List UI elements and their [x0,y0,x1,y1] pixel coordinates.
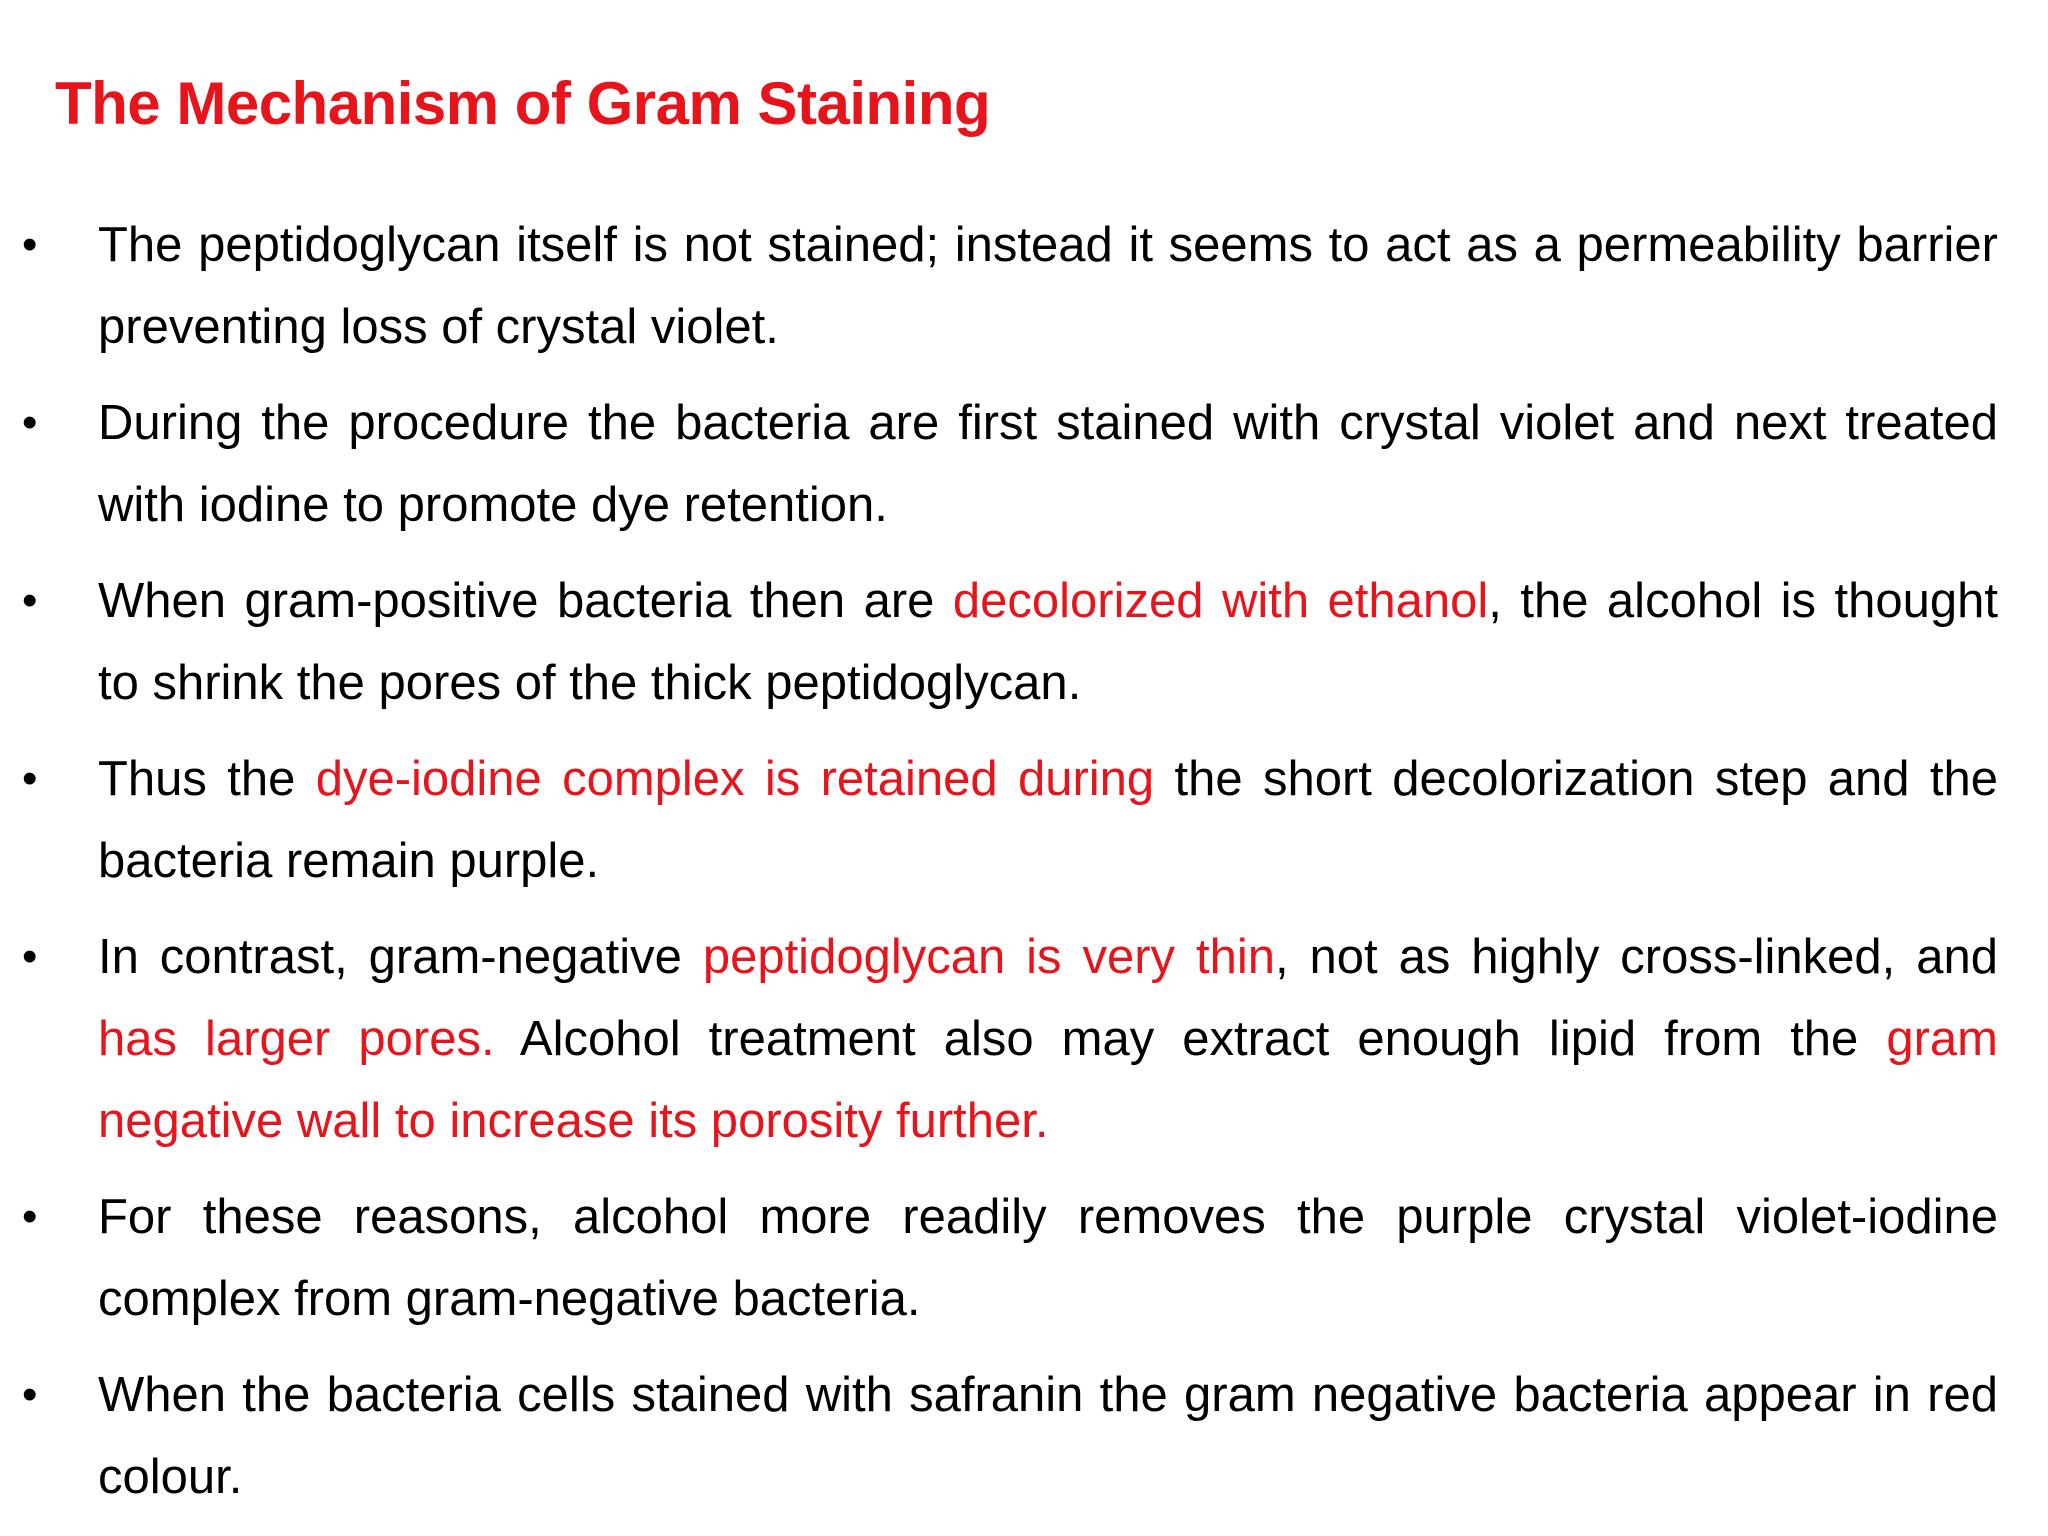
text-segment: Thus the [98,752,316,806]
text-segment: Alcohol treatment also may extract enough lipid from the [494,1012,1887,1066]
text-segment: For these reasons, alcohol more readily removes the purple crystal violet-iodine complex from gram-negative bacteria. [98,1190,1998,1326]
bullet-item [22,1354,2012,1518]
highlighted-text-segment: gram negative wall to increase its porosity further. [98,1012,1998,1148]
highlighted-text-segment: peptidoglycan is very thin [702,930,1275,984]
bullet-marker-icon: • [22,398,38,447]
highlighted-text-segment: has larger pores. [98,1012,495,1066]
bullet-marker-icon: • [22,754,38,803]
text-segment: The peptidoglycan itself is not stained; instead it seems to act as a permeability barrier preventing loss of crystal violet. [98,218,1998,354]
bullet-text [98,916,1998,1162]
bullet-marker-icon: • [22,1370,38,1419]
text-segment: When the bacteria cells stained with safranin the gram negative bacteria appear in red colour. [98,1368,1998,1504]
bullet-text [98,1176,1998,1340]
bullet-item [22,382,2012,546]
text-segment: When gram-positive bacteria then are [98,574,953,628]
text-segment: In contrast, gram-negative [98,930,703,984]
bullet-text [98,382,1998,546]
text-segment: , not as highly cross-linked, and [1275,930,1998,984]
text-segment: During the procedure the bacteria are first stained with crystal violet and next treated with iodine to promote dye retention. [98,396,1998,532]
bullet-text [98,204,1998,368]
text-segment: the short decolorization step and the bacteria remain purple. [98,752,1998,888]
bullet-text [98,560,1998,724]
bullet-marker-icon: • [22,220,38,269]
highlighted-text-segment: decolorized with ethanol [952,574,1489,628]
bullet-text [98,738,1998,902]
bullet-marker-icon: • [22,1192,38,1241]
bullet-item [22,738,2012,902]
bullet-marker-icon: • [22,576,38,625]
bullet-item [22,1176,2012,1340]
text-segment: , the alcohol is thought to shrink the pores of the thick peptidoglycan. [98,574,1998,710]
slide-title: The Mechanism of Gram Staining [55,70,991,137]
highlighted-text-segment: dye-iodine complex is retained during [315,752,1155,806]
bullet-marker-icon: • [22,932,38,981]
bullet-item [22,560,2012,724]
bullet-text [98,1354,1998,1518]
bullet-item [22,916,2012,1162]
bullet-item [22,204,2012,368]
